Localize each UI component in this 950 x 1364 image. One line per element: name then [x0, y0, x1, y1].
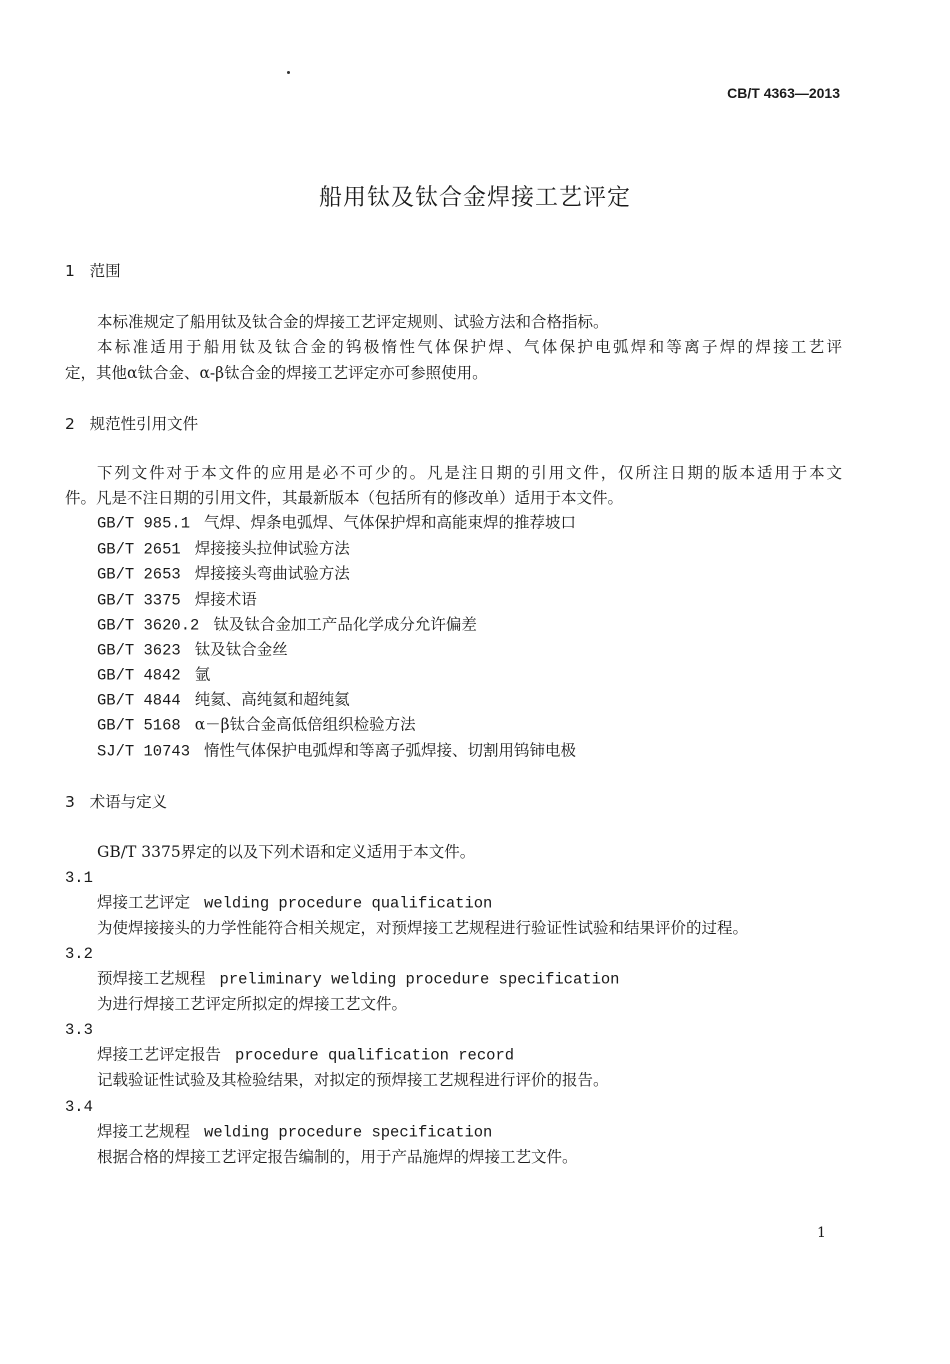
reference-title: 焊接术语: [194, 590, 257, 609]
reference-code: GB/T 3375: [97, 591, 181, 610]
paragraph: 本标准规定了船用钛及钛合金的焊接工艺评定规则、试验方法和合格指标。: [97, 313, 609, 331]
reference-title: 钛及钛合金加工产品化学成分允许偏差: [213, 615, 477, 634]
reference-item: [97, 513, 576, 534]
term-definition: 记载验证性试验及其检验结果，对拟定的预焊接工艺规程进行评价的报告。: [97, 1071, 609, 1089]
reference-title: 焊接接头弯曲试验方法: [194, 564, 350, 583]
reference-code: GB/T 3623: [97, 641, 181, 660]
term-number: 3.3: [65, 1021, 93, 1039]
reference-item: [97, 615, 477, 636]
paragraph-line: 下列文件对于本文件的应用是必不可少的。凡是注日期的引用文件，仅所注日期的版本适用于本文: [97, 464, 842, 482]
term-heading: [97, 1045, 514, 1066]
reference-code: GB/T 4842: [97, 666, 181, 685]
reference-code: GB/T 3620.2: [97, 616, 200, 635]
standard-code: CB/T 4363—2013: [727, 85, 840, 101]
section-3-heading: [65, 792, 167, 812]
term-number: 3.4: [65, 1098, 93, 1116]
reference-item: [97, 690, 350, 711]
term-number: 3.1: [65, 869, 93, 887]
term-heading: [97, 893, 492, 914]
term-en: procedure qualification record: [235, 1046, 515, 1065]
term-zh: 预焊接工艺规程: [97, 969, 206, 988]
term-heading: [97, 1122, 492, 1143]
term-definition: 为进行焊接工艺评定所拟定的焊接工艺文件。: [97, 995, 408, 1013]
reference-code: GB/T 4844: [97, 691, 181, 710]
paragraph-line: 定，其他α钛合金、α-β钛合金的焊接工艺评定亦可参照使用。: [65, 364, 488, 382]
paragraph: GB/T 3375界定的以及下列术语和定义适用于本文件。: [97, 843, 476, 861]
paragraph-line: 本标准适用于船用钛及钛合金的钨极惰性气体保护焊、气体保护电弧焊和等离子焊的焊接工艺评: [97, 338, 842, 356]
page-number: 1: [817, 1225, 826, 1241]
reference-item: [97, 741, 576, 762]
term-zh: 焊接工艺评定: [97, 893, 191, 912]
term-zh: 焊接工艺评定报告: [97, 1045, 222, 1064]
term-definition: 根据合格的焊接工艺评定报告编制的，用于产品施焊的焊接工艺文件。: [97, 1148, 578, 1166]
reference-item: [97, 715, 416, 736]
section-1-heading: [65, 261, 121, 281]
term-number: 3.2: [65, 945, 93, 963]
reference-item: [97, 665, 210, 686]
term-en: welding procedure qualification: [204, 894, 493, 913]
reference-code: GB/T 2651: [97, 540, 181, 559]
reference-code: GB/T 985.1: [97, 514, 191, 533]
term-heading: [97, 969, 619, 990]
section-number: 2: [65, 415, 75, 433]
section-2-heading: [65, 414, 198, 434]
reference-item: [97, 564, 350, 585]
reference-title: α－β钛合金高低倍组织检验方法: [194, 715, 416, 734]
reference-title: 焊接接头拉伸试验方法: [194, 539, 350, 558]
section-title: 术语与定义: [89, 793, 168, 811]
reference-title: 气焊、焊条电弧焊、气体保护焊和高能束焊的推荐坡口: [204, 513, 577, 532]
section-number: 1: [65, 262, 75, 280]
reference-code: GB/T 5168: [97, 716, 181, 735]
paragraph-line: 件。凡是不注日期的引用文件，其最新版本（包括所有的修改单）适用于本文件。: [65, 489, 624, 507]
reference-code: GB/T 2653: [97, 565, 181, 584]
section-title: 规范性引用文件: [89, 415, 199, 433]
reference-item: [97, 590, 257, 611]
term-zh: 焊接工艺规程: [97, 1122, 191, 1141]
reference-item: [97, 539, 350, 560]
reference-title: 纯氦、高纯氦和超纯氦: [194, 690, 350, 709]
scan-speck: [287, 71, 290, 74]
term-definition: 为使焊接接头的力学性能符合相关规定，对预焊接工艺规程进行验证性试验和结果评价的过程。: [97, 919, 749, 937]
reference-code: SJ/T 10743: [97, 742, 191, 761]
reference-item: [97, 640, 288, 661]
section-number: 3: [65, 793, 75, 811]
reference-title: 氩: [194, 665, 211, 684]
term-en: preliminary welding procedure specification: [219, 970, 620, 989]
section-title: 范围: [89, 262, 121, 280]
term-en: welding procedure specification: [204, 1123, 493, 1142]
document-title: 船用钛及钛合金焊接工艺评定: [319, 184, 631, 211]
reference-title: 惰性气体保护电弧焊和等离子弧焊接、切割用钨铈电极: [204, 741, 577, 760]
reference-title: 钛及钛合金丝: [194, 640, 288, 659]
